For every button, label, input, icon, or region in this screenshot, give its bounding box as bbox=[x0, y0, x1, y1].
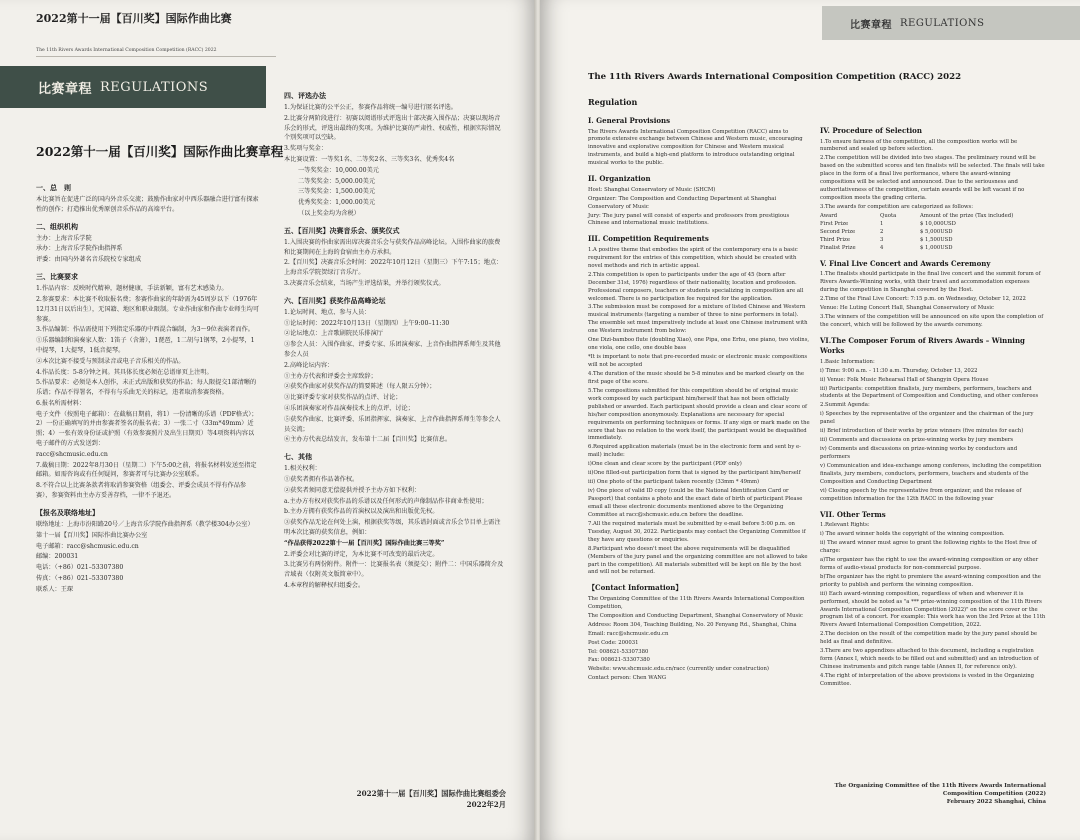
paragraph: 承办：上海音乐学院作曲指挥系 bbox=[36, 245, 123, 253]
left-page bbox=[0, 0, 536, 840]
section-heading: 四、评选办法 bbox=[284, 91, 326, 100]
prize-cell: 1 bbox=[880, 220, 884, 227]
paragraph: ii) Brief introduction of their works by prize winners (five minutes for each) bbox=[820, 428, 1024, 435]
paragraph: 2.参赛要求：本比赛不收取报名费；参赛作曲家的年龄需为45周岁以下（1976年12月31日以后出生），无国籍、地区和职业限制。专业作曲家和作曲专业师生均可参赛。 bbox=[36, 295, 260, 323]
left-regulations-banner bbox=[0, 66, 266, 108]
paragraph: 本比赛旨在促进广泛的国内外音乐交流；鼓励作曲家对中西乐器融合进行富有探索性的创作；打造推出优秀原创音乐作品的高端平台。 bbox=[36, 196, 259, 213]
section-heading: 五、【百川奖】决赛音乐会、颁奖仪式 bbox=[284, 225, 400, 235]
paragraph: ①主办方代表和评委会主席致辞； bbox=[284, 372, 377, 380]
paragraph: vi) Closing speech by the representative from organizer, and the release of competition information for the 12th RACC in the following year bbox=[820, 487, 1022, 502]
right-column-2 bbox=[820, 120, 1046, 690]
prize-row bbox=[820, 221, 1046, 229]
paragraph: 传真：（+86）021–53307380 bbox=[36, 574, 124, 582]
paragraph: iii) Comments and discussions on prize-winning works by jury members bbox=[820, 437, 1014, 444]
paragraph: ii) The award winner must agree to grant the following rights to the Host free of charge: bbox=[820, 540, 1037, 554]
paragraph: 1.论坛时间、地点、参与人员： bbox=[284, 308, 371, 316]
right-signature-date: February 2022 Shanghai, China bbox=[946, 799, 1046, 806]
paragraph: 2.Summit Agenda: bbox=[820, 402, 870, 409]
paragraph: 7.All the required materials must be submitted by e-mail before 5:00 p.m. on Tuesday, August 30, 2022. Participants may contact the Organizing Committee if they have any questions or enquiries. bbox=[588, 520, 806, 543]
paragraph: Venue: He Luting Concert Hall, Shanghai Conservatory of Music bbox=[820, 304, 994, 311]
left-header-subtitle: The 11th Rivers Awards International Composition Competition (RACC) 2022 bbox=[36, 48, 217, 53]
prize-cell: 4 bbox=[880, 244, 884, 251]
right-banner-en-label: REGULATIONS bbox=[900, 17, 985, 29]
section-heading: 六、【百川奖】获奖作品高峰论坛 bbox=[284, 295, 386, 305]
prize-row bbox=[820, 245, 1046, 253]
paragraph: Fax: 008621-53307380 bbox=[588, 657, 650, 664]
prize-cell: $ 1,500USD bbox=[920, 236, 953, 243]
paragraph: 4.The right of interpretation of the above provisions is vested in the Organizing Committee. bbox=[820, 673, 1035, 687]
paragraph: Post Code: 200031 bbox=[588, 639, 639, 646]
prize-cell: Third Prize bbox=[820, 236, 850, 243]
prize-header-row bbox=[820, 213, 1046, 221]
paragraph: 7.截稿日期：2022年8月30日（星期二）下午5:00之前，将报名材料发送至指定邮箱。如需咨询或有任何疑问，参赛者可与比赛办公室联系。 bbox=[36, 461, 257, 479]
paragraph: 1.To ensure fairness of the competition, all the composition works will be numbered and sealed up before selection. bbox=[820, 138, 1018, 153]
prize-cell: $ 5,000USD bbox=[920, 228, 953, 235]
paragraph: i)One clean and clear score by the participant (PDF only) bbox=[588, 461, 742, 468]
paragraph: 1.相关权利： bbox=[284, 465, 321, 473]
paragraph: 3.There are two appendixes attached to this document, including a registration form (Annex I, which needs to be filled out and submitted) and an introduction of Chinese instruments and pitch range table (Annex II, for reference only). bbox=[820, 648, 1039, 671]
paragraph: a.主办方有权对获奖作品的乐谱以及任何形式的声像制品作非商业性使用； bbox=[284, 497, 488, 505]
paragraph: ②获奖作曲家对获奖作品的简要陈述（每人限五分钟）； bbox=[284, 383, 436, 391]
prize-cell: Second Prize bbox=[820, 228, 856, 235]
paragraph: ①乐器编制和演奏家人数：1笛子（含箫），1琵琶，1二胡与1钢琴，2小提琴，1中提琴，1大提琴，1低音提琴。 bbox=[36, 337, 255, 354]
paragraph: 6.Required application materials (must be in the electronic form and sent by e-mail) include: bbox=[588, 444, 801, 459]
paragraph: 联系人：王琛 bbox=[36, 585, 74, 593]
paragraph: 邮编：200031 bbox=[36, 553, 79, 561]
prize-cell: Quota bbox=[880, 212, 897, 219]
paragraph: 3.奖项与奖金： bbox=[284, 145, 328, 153]
paragraph: iv) Comments and discussions on prize-winning works by conductors and performers bbox=[820, 446, 1018, 460]
right-signature-org: The Organizing Committee of the 11th Rivers Awards International Composition Competition (2022) bbox=[834, 783, 1046, 798]
paragraph: 3.作品编制：作品需使用下列指定乐器的中西混合编制，为3～9位表演者而作。 bbox=[36, 326, 254, 334]
paragraph: ③比赛评委专家对获奖作品的点评、讨论； bbox=[284, 394, 402, 402]
paragraph: i) The award winner holds the copyright of the winning composition. bbox=[820, 531, 1005, 538]
paragraph: 第十一届【百川奖】国际作曲比赛办公室 bbox=[36, 531, 148, 539]
prize-cell: $ 10,000USD bbox=[920, 220, 956, 227]
paragraph: 电子文件（按照电子邮箱）：在截稿日期前，将1）一份清晰的乐谱（PDF格式）；2）一份正确填写的并由参赛者签名的报名表；3）一张二寸（33m*49mm）近照；4）一张有效身份证或护照（有效参赛照片及出生日期页）等4项资料内容以电子邮件的方式发送到： bbox=[36, 410, 258, 448]
paragraph: v) Communication and idea-exchange among conferees, including the competition finalists, jury members, conductors, performers, teachers and students of the Composition and Conducting Department bbox=[820, 462, 1042, 485]
paragraph: 8.Participant who doesn't meet the above requirements will be disqualified (Members of the jury panel and the organizing committee are not allowed to take part in the competition). All materials submitted will be kept on file by the host and will not be returned. bbox=[588, 545, 808, 576]
paragraph: 3.决赛音乐会结束，当场产生评选结果，并举行颁奖仪式。 bbox=[284, 280, 445, 288]
paragraph: ④乐团演奏家对作品演奏技术上的点评、讨论； bbox=[284, 405, 414, 413]
right-signature bbox=[820, 782, 1046, 806]
section-heading: VI.The Composer Forum of Rivers Awards – Winning Works bbox=[820, 335, 1025, 356]
paragraph: i) Time: 9:00 a.m. - 11:30 a.m. Thursday, October 13, 2022 bbox=[820, 367, 978, 374]
paragraph: 2.比赛分两阶段进行：初赛以阅谱形式评选出十部决赛入围作品；决赛以现场音乐会的形式，评选出最终的奖项。为维护比赛的严肃性、权威性，根据实际情况个别奖项可以空缺。 bbox=[284, 114, 501, 142]
paragraph: 5.The compositions submitted for this competition should be of original music work composed by each participant him/herself that has not been officially published or awarded. Each participant should provide a clean and clear score of his/her composition anonymously. Explanations are necessary for special requirements on performing techniques or forms. If any sign or mark made on the score that has no relation to the work itself, the participant would be disqualified immediately. bbox=[588, 387, 810, 442]
paragraph: 3.The submission must be composed for a mixture of listed Chinese and Western musical instruments (targeting a number of three to nine performers in total). The ensemble set must imperatively include at least one Chinese instrument with one Western instrument from below: bbox=[588, 304, 808, 335]
banner-cn-label: 比赛章程 bbox=[38, 81, 93, 97]
paragraph: 2.Time of the Final Live Concert: 7:15 p.m. on Wednesday, October 12, 2022 bbox=[820, 295, 1026, 302]
paragraph: 电子邮箱：racc@shcmusic.edu.cn bbox=[36, 542, 139, 550]
paragraph: ii)One filled-out participation form that is signed by the participant him/herself bbox=[588, 470, 801, 477]
paragraph: Tel: 008621-53307380 bbox=[588, 648, 649, 655]
paragraph: Host: Shanghai Conservatory of Music (SHCM) bbox=[588, 186, 716, 193]
paragraph: 1.Basic Information: bbox=[820, 358, 875, 365]
right-column-1 bbox=[588, 110, 810, 684]
paragraph: b)The organizer has the right to premiere the award-winning composition and the priority to publish and perform the winning composition. bbox=[820, 573, 1041, 588]
paragraph: The Composition and Conducting Department, Shanghai Conservatory of Music bbox=[588, 612, 803, 619]
section-heading: V. Final Live Concert and Awards Ceremony bbox=[820, 258, 991, 268]
paragraph: ②论坛地点：上音歌剧院民乐排演厅 bbox=[284, 330, 383, 338]
paragraph: 1.作品内容：反映时代精神，题材健康，手法新颖，富有艺术感染力。 bbox=[36, 285, 228, 293]
paragraph: ①获奖者拥有作品著作权。 bbox=[284, 476, 359, 484]
paragraph: 4.本章程的解释权归组委会。 bbox=[284, 582, 365, 590]
prize-row bbox=[820, 229, 1046, 237]
paragraph: Email: racc@shcmusic.edu.cn bbox=[588, 630, 669, 637]
section-heading: 二、组织机构 bbox=[36, 221, 78, 231]
paragraph: iii) One photo of the participant taken recently (33mm * 49mm) bbox=[588, 479, 760, 486]
right-subtitle: Regulation bbox=[588, 97, 638, 107]
paragraph: 联络地址：上海市汾阳路20号／上海音乐学院作曲指挥系（教学楼304办公室） bbox=[36, 520, 254, 528]
paragraph: 电话：（+86）021–53307380 bbox=[36, 564, 124, 572]
section-heading: 【Contact Information】 bbox=[588, 583, 683, 593]
section-heading: III. Competition Requirements bbox=[588, 234, 709, 244]
paragraph: ①论坛时间：2022年10月13日（星期四）上午9:00–11:30 bbox=[284, 319, 450, 327]
section-heading: VII. Other Terms bbox=[820, 509, 886, 519]
prize-cell: Amount of the prize (Tax included) bbox=[920, 212, 1014, 219]
right-banner-cn-label: 比赛章程 bbox=[850, 19, 892, 31]
paragraph: i) Speeches by the representative of the organizer and the chairman of the jury panel bbox=[820, 411, 1034, 426]
paragraph: b.主办方拥有获奖作品的首演权以及演出和出版优先权。 bbox=[284, 508, 439, 516]
paragraph: ⑤获奖作曲家、比赛评委、乐团指挥家、演奏家、上音作曲指挥系师生等参会人员交流； bbox=[284, 415, 501, 433]
paragraph: racc@shcmusic.edu.cn bbox=[36, 450, 108, 458]
section-heading: 【报名及联络地址】 bbox=[36, 507, 99, 517]
prize-cell: First Prize bbox=[820, 220, 849, 227]
paragraph: 主办：上海音乐学院 bbox=[36, 234, 92, 242]
left-header-rule bbox=[36, 56, 276, 57]
paragraph: 2.The decision on the result of the competition made by the jury panel should be held as final and definitive. bbox=[820, 631, 1038, 646]
paragraph: 5.作品要求：必须是本人创作，未正式出版和获奖的作品；每人限提交1部清晰的乐谱；作品不得署名，不得有与乐曲无关的标记，违者取消参赛资格。 bbox=[36, 379, 257, 397]
section-heading: 七、其他 bbox=[284, 452, 312, 462]
paragraph: iv) One piece of valid ID copy (could be the National Identification Card or Passport) that contains a photo and the exact date of birth of participant Please email all these electronic documents mentioned above to the Organizing Committee at racc@shcmusic.edu.cn before the deadline. bbox=[588, 488, 803, 518]
paragraph: 8.不符合以上比赛条款者将取消参赛资格（组委会、评委会成员不得有作品参赛），参赛资料由主办方妥善存档，一律不予退还。 bbox=[36, 482, 247, 500]
left-signature bbox=[284, 788, 506, 811]
paragraph: 本比赛设置：一等奖1名、二等奖2名、三等奖3名、优秀奖4名 bbox=[284, 156, 455, 164]
paragraph: The Organizing Committee of the 11th Rivers Awards International Composition Competition, bbox=[588, 595, 805, 610]
paragraph: ③参会人员：入围作曲家、评委专家、乐团演奏家、上音作曲指挥系师生及其他参会人员 bbox=[284, 341, 501, 359]
paragraph: Website: www.shcmusic.edu.cn/racc (currently under construction) bbox=[588, 666, 769, 673]
paragraph: Organizer: The Composition and Conducting Department at Shanghai Conservatory of Music bbox=[588, 195, 777, 210]
paragraph: ii) Venue: Folk Music Rehearsal Hall of Shangyin Opera House bbox=[820, 376, 989, 383]
paragraph: a)The organizer has the right to use the award-winning composition or any other forms of audio-visual products for non-commercial purpose. bbox=[820, 556, 1039, 571]
paragraph: 6.报名所需材料： bbox=[36, 399, 86, 407]
paragraph: 3.The winners of the competition will be announced on site upon the completion of the concert, which will be followed by the awards ceremony. bbox=[820, 313, 1044, 328]
paragraph: 2.This competition is open to participants under the age of 45 (born after December 31st, 1976) regardless of their nationality, location and profession. Professional composers, teachers or students specializing in composition are all welcomed. There is no participation fee required for the application. bbox=[588, 271, 804, 302]
paragraph: 1.The finalists should participate in the final live concert and the summit forum of Rivers Awards-Winning works, with their travel and accommodation expenses during the competition in Shanghai covered by the Host. bbox=[820, 271, 1041, 293]
paragraph: ③获奖作品无论在何处上演，根据获奖等级，其乐谱封面或音乐会节目单上需注明本次比赛的获奖信息，例如： bbox=[284, 519, 501, 537]
section-heading: II. Organization bbox=[588, 174, 651, 184]
paragraph: 1.入围决赛的作曲家需出席决赛音乐会与获奖作品高峰论坛。入围作曲家的旅费和比赛期间在上海的食宿由主办方承担。 bbox=[284, 238, 501, 256]
prize-cell: Award bbox=[820, 212, 838, 219]
section-heading: I. General Provisions bbox=[588, 116, 671, 125]
prize-row bbox=[820, 237, 1046, 245]
emphasis-line: “作品获得2022第十一届【百川奖】国际作曲比赛三等奖” bbox=[284, 539, 445, 547]
left-main-title: 2022第十一届【百川奖】国际作曲比赛章程 bbox=[36, 144, 284, 159]
paragraph: Address: Room 304, Teaching Building, No. 20 Fenyang Rd., Shanghai, China bbox=[588, 621, 797, 628]
paragraph: ⑥主办方代表总结发言，发布第十二届【百川奖】比赛信息。 bbox=[284, 436, 452, 444]
paragraph: 2.【百川奖】决赛音乐会时间：2022年10月12日（星期三）下午7:15；地点：上海音乐学院贺绿汀音乐厅。 bbox=[284, 259, 503, 277]
left-header-title: 2022第十一届【百川奖】国际作曲比赛 bbox=[36, 12, 232, 25]
prize-cell: Finalist Prize bbox=[820, 244, 856, 251]
banner-en-label: REGULATIONS bbox=[100, 79, 209, 95]
paragraph: One Dizi-bamboo flute (doubling Xiao), one Pipa, one Erhu, one piano, two violins, one viola, one cello, one double bass bbox=[588, 337, 810, 352]
section-heading: 三、比赛要求 bbox=[36, 272, 78, 282]
section-heading: IV. Procedure of Selection bbox=[820, 126, 922, 135]
paragraph: 1.Relevant Rights: bbox=[820, 522, 870, 529]
right-regulations-banner bbox=[822, 6, 1080, 40]
paragraph: ②获奖者须同意无偿提供并授予主办方如下权利： bbox=[284, 486, 421, 494]
paragraph: 评委：由国内外著名音乐院校专家组成 bbox=[36, 256, 142, 264]
paragraph: 1.A positive theme that embodies the spirit of the contemporary era is a basic requirement for the entries of this competition, which should be created with novel methods and rich in artistic appeal. bbox=[588, 246, 798, 269]
left-signature-org: 2022第十一届【百川奖】国际作曲比赛组委会 bbox=[356, 789, 506, 798]
paragraph: 2.The competition will be divided into two stages. The preliminary round will be based on the submitted scores and ten finalists will be selected. The finals will take place in the form of a final live performance, where the award-winning compositions will be selected and announced. Due to the seriousness and authoritativeness of the competition, certain awards will be left vacant if no composition meets the grading criteria. bbox=[820, 155, 1045, 202]
paragraph: 3.The awards for competition are categorized as follows: bbox=[820, 204, 974, 210]
paragraph: ②本次比赛不接受与预制录音或电子音乐相关的作品。 bbox=[36, 357, 185, 365]
paragraph: 4.The duration of the music should be 5-8 minutes and be marked clearly on the first page of the score. bbox=[588, 370, 805, 385]
prize-cell: $ 1,000USD bbox=[920, 244, 953, 251]
paragraph: 4.作品长度：5-8分钟之间。其具体长度必须在总谱扉页上注明。 bbox=[36, 368, 213, 376]
left-column-1 bbox=[36, 176, 260, 595]
prize-table bbox=[820, 213, 1046, 253]
paragraph: iii) Each award-winning composition, regardless of when and wherever it is performed, should be noted as "a *** prize-winning composition of the 11th Rivers Awards International Composition Competition (2022)" on the score cover or the program list of a concert. For example: This work has won the 3rd Prize at the 11th Rivers Award International Composition Competition, 2022. bbox=[820, 590, 1046, 629]
paragraph: The Rivers Awards International Composition Competition (RACC) aims to promote extensive exchange between Chinese and Western music, encouraging innovative and explorative composition for Chinese and Western musical instruments, and build a high-end platform to introduce outstanding original musical works to the public. bbox=[588, 128, 803, 167]
prize-amount-line: 一等奖奖金：10,000.00美元 bbox=[298, 166, 379, 174]
paragraph: 2.高峰论坛内容： bbox=[284, 361, 334, 369]
paragraph: iii) Participants: competition finalists, jury members, performers, teachers and students at the Department of Composition and Conducting, and other conferees bbox=[820, 385, 1039, 400]
prize-cell: 2 bbox=[880, 228, 884, 235]
prize-amount-line: （以上奖金均为含税） bbox=[298, 210, 360, 218]
paragraph: 1.为保证比赛的公平公正，参赛作品将统一编号进行匿名评选。 bbox=[284, 104, 457, 112]
right-main-title: The 11th Rivers Awards International Composition Competition (RACC) 2022 bbox=[588, 72, 962, 82]
right-page bbox=[540, 0, 1080, 840]
prize-cell: 3 bbox=[880, 236, 884, 243]
paragraph: 3.比赛另有两份附件。附件一：比赛报名表（须提交）；附件二：中国乐器简介及音域表（仅附英文版简章中）。 bbox=[284, 561, 504, 579]
prize-amount-line: 三等奖奖金：1,500.00美元 bbox=[298, 188, 376, 196]
paragraph: Contact person: Chen WANG bbox=[588, 675, 667, 682]
prize-amount-line: 二等奖奖金：5,000.00美元 bbox=[298, 177, 376, 185]
section-heading: 一、总 则 bbox=[36, 183, 71, 192]
prize-amount-line: 优秀奖奖金：1,000.00美元 bbox=[298, 199, 376, 207]
paragraph: 2.评委会对比赛的评定，为本比赛不可改变的最后决定。 bbox=[284, 550, 439, 558]
paragraph: Jury: The jury panel will consist of experts and professors from prestigious Chinese and international music institutions. bbox=[588, 212, 790, 227]
left-signature-date: 2022年2月 bbox=[466, 800, 506, 810]
left-column-2 bbox=[284, 84, 506, 592]
paragraph: *It is important to note that pre-recorded music or electronic music compositions will not be accepted bbox=[588, 354, 808, 368]
